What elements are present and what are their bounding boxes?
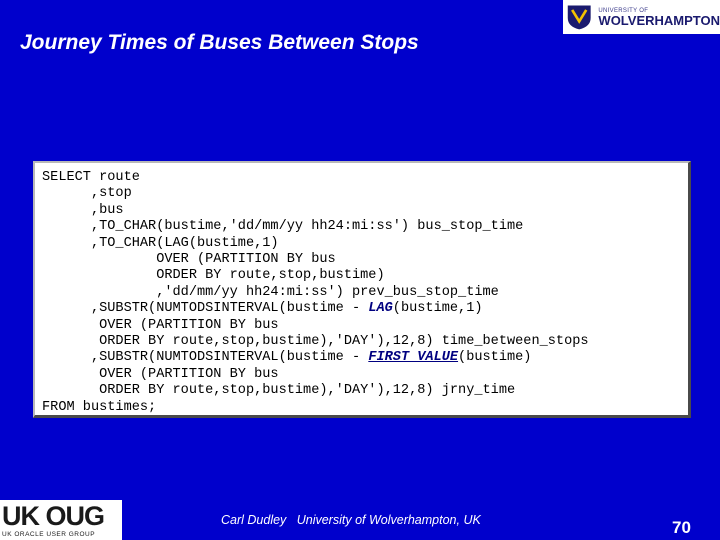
crest-icon [566, 2, 592, 32]
code-text: ,SUBSTR(NUMTODSINTERVAL(bustime - [42, 301, 369, 317]
code-line [42, 383, 589, 399]
code-line [42, 318, 589, 334]
code-line [42, 236, 589, 252]
code-text: ,TO_CHAR(LAG(bustime,1) [42, 235, 279, 251]
code-keyword: LAG [368, 301, 393, 317]
code-line [42, 186, 589, 202]
code-text: ORDER BY route,stop,bustime) [42, 268, 385, 284]
code-line [42, 367, 589, 383]
code-text: FROM bustimes; [42, 399, 157, 415]
sql-code [42, 170, 589, 416]
sql-code-box [33, 161, 691, 418]
footer-credit: Carl Dudley University of Wolverhampton, UK [221, 513, 481, 527]
code-text: OVER (PARTITION BY bus [42, 252, 336, 268]
wolverhampton-logo-name: WOLVERHAMPTON [598, 12, 720, 28]
ukoug-logo-small-text: UK ORACLE USER GROUP [2, 531, 96, 538]
code-text: ,bus [42, 202, 124, 218]
code-keyword: FIRST_VALUE [368, 350, 459, 366]
slide-title: Journey Times of Buses Between Stops [20, 31, 419, 54]
wolverhampton-logo [563, 0, 720, 34]
page-number: 70 [672, 518, 691, 537]
code-text: (bustime) [458, 350, 532, 366]
code-text: (bustime,1) [392, 301, 483, 317]
code-text: ORDER BY route,stop,bustime),'DAY'),12,8) time_between_stops [42, 334, 589, 350]
code-text: ORDER BY route,stop,bustime),'DAY'),12,8) jrny_time [42, 383, 516, 399]
code-line [42, 301, 589, 317]
code-line [42, 268, 589, 284]
code-line [42, 252, 589, 268]
code-line [42, 334, 589, 350]
code-line [42, 219, 589, 235]
code-text: ,SUBSTR(NUMTODSINTERVAL(bustime - [42, 350, 369, 366]
ukoug-logo-big-text: UK OUG [2, 501, 104, 531]
code-text: OVER (PARTITION BY bus [42, 317, 279, 333]
ukoug-logo [0, 500, 122, 540]
code-line [42, 170, 589, 186]
code-line [42, 285, 589, 301]
code-text: ,'dd/mm/yy hh24:mi:ss') prev_bus_stop_time [42, 284, 499, 300]
wolverhampton-logo-small-text: UNIVERSITY OF [598, 7, 649, 14]
code-text: ,TO_CHAR(bustime,'dd/mm/yy hh24:mi:ss') bus_stop_time [42, 219, 524, 235]
code-line [42, 350, 589, 366]
code-line [42, 400, 589, 416]
code-text: SELECT route [42, 170, 140, 185]
code-text: ,stop [42, 186, 132, 202]
code-text: OVER (PARTITION BY bus [42, 366, 279, 382]
code-line [42, 203, 589, 219]
